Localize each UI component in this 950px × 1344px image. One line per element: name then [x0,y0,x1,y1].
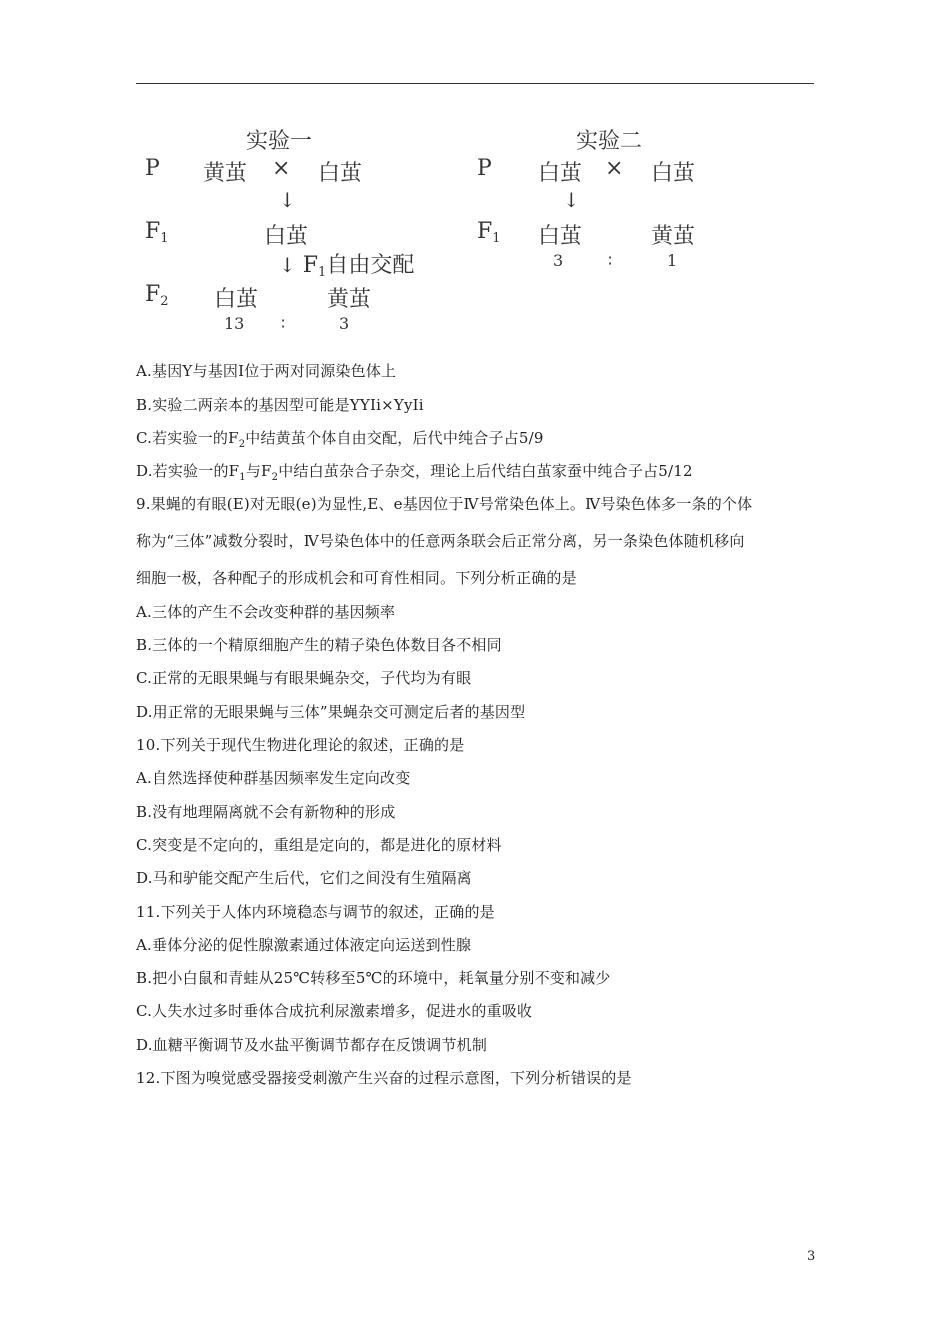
q10-option-d: D.马和驴能交配产生后代，它们之间没有生殖隔离 [136,869,472,887]
q11-option-b: B.把小白鼠和青蛙从25℃转移至5℃的环境中，耗氧量分别不变和减少 [136,969,611,987]
exp2-ratio-b: 1 [667,251,678,270]
exp2-ratio-a: 3 [553,251,564,270]
q8-option-d: D.若实验一的$F_1$与$F_2$中结白茧杂合子杂交，理论上后代结白茧家蚕中纯合子占5/12 [136,462,693,483]
exp2-title: 实验二 [576,129,643,154]
q11-option-d: D.血糖平衡调节及水盐平衡调节都存在反馈调节机制 [136,1036,488,1054]
header-rule [136,83,814,84]
q11-option-a: A.垂体分泌的促性腺激素通过体液定向运送到性腺 [136,936,472,954]
exp1-f2-yellow: 黄茧 [327,287,372,312]
q9-option-c: C.正常的无眼果蝇与有眼果蝇杂交，子代均为有眼 [136,669,472,687]
exp1-ratio-a: 13 [224,314,245,333]
exp1-f1-label: $F_1$ [145,219,169,246]
exp2-parent1: 白茧 [538,161,583,186]
exp1-f1-free-mating: ↓ $F_1$自由交配 [279,253,415,280]
exp1-f1-result: 白茧 [264,224,309,249]
exp2-ratio-colon: ∶ [608,251,613,270]
exp1-title: 实验一 [246,129,313,154]
q8-option-b: B.实验二两亲本的基因型可能是YYIi×YyIi [136,396,424,414]
q9-option-b: B.三体的一个精原细胞产生的精子染色体数目各不相同 [136,636,502,654]
exp1-parent2: 白茧 [318,161,363,186]
exp2-p-label: P [477,156,492,181]
exp2-f1-label: $F_1$ [477,219,501,246]
q11-option-c: C.人失水过多时垂体合成抗利尿激素增多，促进水的重吸收 [136,1002,533,1020]
exp2-parent2: 白茧 [651,161,696,186]
exp1-f2-label: $F_2$ [145,282,169,309]
q10-option-b: B.没有地理隔离就不会有新物种的形成 [136,803,396,821]
exp2-f1-white: 白茧 [538,224,583,249]
exp1-cross: × [272,156,291,181]
exp1-ratio-b: 3 [339,314,350,333]
exp1-parent1: 黄茧 [203,161,248,186]
q9-option-d: D.用正常的无眼果蝇与三体”果蝇杂交可测定后者的基因型 [136,703,526,721]
exp2-cross: × [605,156,624,181]
q9-stem-line-1: 9.果蝇的有眼(E)对无眼(e)为显性,E、e基因位于Ⅳ号常染色体上。Ⅳ号染色体多一条的个体 [136,495,753,513]
exp2-arrow-1: ↓ [563,188,580,212]
q9-stem-line-3: 细胞一极，各种配子的形成机会和可育性相同。下列分析正确的是 [136,569,577,587]
q10-option-a: A.自然选择使种群基因频率发生定向改变 [136,769,411,787]
q11-stem: 11.下列关于人体内环境稳态与调节的叙述，正确的是 [136,903,495,921]
exp2-f1-yellow: 黄茧 [651,224,696,249]
q12-stem: 12.下图为嗅觉感受器接受刺激产生兴奋的过程示意图，下列分析错误的是 [136,1069,632,1087]
page-number: 3 [807,1249,816,1264]
exp1-p-label: P [145,156,160,181]
exp1-arrow-1: ↓ [279,188,296,212]
q10-stem: 10.下列关于现代生物进化理论的叙述，正确的是 [136,736,465,754]
q10-option-c: C.突变是不定向的，重组是定向的，都是进化的原材料 [136,836,502,854]
q9-stem-line-2: 称为“三体”减数分裂时，Ⅳ号染色体中的任意两条联会后正常分离，另一条染色体随机移向 [136,532,745,550]
q8-option-c: C.若实验一的$F_2$中结黄茧个体自由交配，后代中纯合子占5/9 [136,429,544,450]
q9-option-a: A.三体的产生不会改变种群的基因频率 [136,603,396,621]
exp1-ratio-colon: ∶ [281,314,286,333]
exp1-f2-white: 白茧 [214,287,259,312]
q8-option-a: A.基因Y与基因I位于两对同源染色体上 [136,362,397,380]
